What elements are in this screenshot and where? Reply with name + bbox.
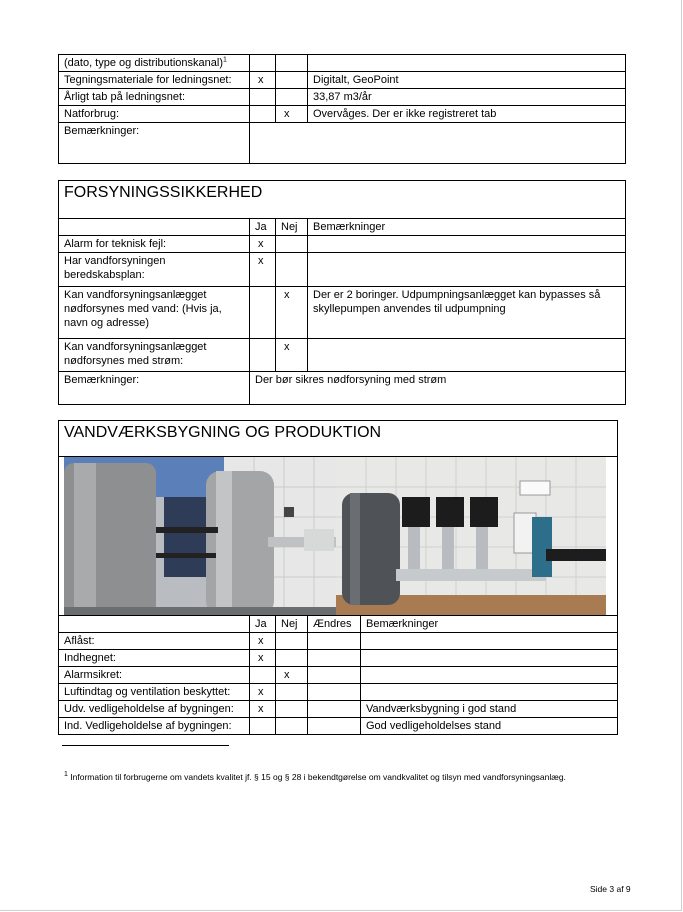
remark-cell: Vandværksbygning i god stand [361,701,618,718]
row-label-text: (dato, type og distributionskanal) [64,57,223,69]
nej-mark [276,72,308,89]
header-remarks: Bemærkninger [308,219,626,236]
table-row [59,287,626,339]
remark-cell [361,667,618,684]
row-label [59,55,250,72]
header-ja: Ja [250,219,276,236]
nej-mark [276,684,308,701]
nej-mark [276,236,308,253]
ja-mark [250,89,276,106]
vandvaerk-title: VANDVÆRKSBYGNING OG PRODUKTION [59,421,618,457]
row-label: Luftindtag og ventilation beskyttet: [59,684,250,701]
table-row [59,253,626,287]
ja-mark [250,718,276,735]
waterworks-photo-right [336,457,606,615]
table-row [59,236,626,253]
remark-cell: 33,87 m3/år [308,89,626,106]
remark-cell: Digitalt, GeoPoint [308,72,626,89]
header-aendres: Ændres [308,616,361,633]
aendres-mark [308,650,361,667]
ja-mark: x [250,684,276,701]
aendres-mark [308,667,361,684]
row-label: Ind. Vedligeholdelse af bygningen: [59,718,250,735]
table-row [59,55,626,72]
ja-mark [250,667,276,684]
remark-cell [308,236,626,253]
header-remarks: Bemærkninger [361,616,618,633]
remarks-label: Bemærkninger: [59,372,250,405]
table-row [59,684,618,701]
aendres-mark [308,684,361,701]
row-label-text: Natforbrug: [64,108,120,120]
header-nej: Nej [276,616,308,633]
remark-cell [361,650,618,667]
row-label: Har vandforsyningen beredskabsplan: [59,253,250,287]
ja-mark [250,106,276,123]
vandvaerk-table [58,420,618,735]
remark-cell [308,339,626,372]
table-row [59,89,626,106]
nej-mark [276,650,308,667]
table-row [59,633,618,650]
header-ja: Ja [250,616,276,633]
table-row [59,650,618,667]
row-label [59,89,250,106]
nej-mark [276,89,308,106]
ja-mark: x [250,633,276,650]
row-label: Kan vandforsyningsanlægget nødforsynes med vand: (Hvis ja, navn og adresse) [59,287,250,339]
remarks-value [250,123,626,164]
footnote-ref: 1 [222,56,227,64]
aendres-mark [308,701,361,718]
ja-mark [250,339,276,372]
nej-mark: x [276,339,308,372]
row-label: Indhegnet: [59,650,250,667]
remark-cell [361,684,618,701]
aendres-mark [308,633,361,650]
remark-cell [308,55,626,72]
table-row [59,718,618,735]
nej-mark: x [276,106,308,123]
ja-mark: x [250,72,276,89]
remark-cell [308,253,626,287]
nej-mark [276,55,308,72]
row-label [59,106,250,123]
page-number: Side 3 af 9 [590,884,631,894]
header-nej: Nej [276,219,308,236]
ja-mark: x [250,701,276,718]
ja-mark: x [250,236,276,253]
table-row [59,701,618,718]
remark-cell [361,633,618,650]
aendres-mark [308,718,361,735]
nej-mark [276,701,308,718]
table-row [59,667,618,684]
nej-mark [276,718,308,735]
footnote [64,768,584,786]
row-label: Aflåst: [59,633,250,650]
row-label: Kan vandforsyningsanlægget nødforsynes med strøm: [59,339,250,372]
footnote-mark: 1 [64,771,68,779]
forsyning-table [58,180,626,405]
photo-row [59,457,618,616]
table-row [59,72,626,89]
table-row [59,339,626,372]
nej-mark: x [276,667,308,684]
row-label [59,72,250,89]
remark-cell: Overvåges. Der er ikke registreret tab [308,106,626,123]
remarks-label: Bemærkninger: [59,123,250,164]
row-label: Alarmsikret: [59,667,250,684]
ja-mark [250,287,276,339]
nej-mark: x [276,287,308,339]
row-label-text: Årligt tab på ledningsnet: [64,91,186,103]
nej-mark [276,253,308,287]
forsyning-title: FORSYNINGSSIKKERHED [59,181,626,219]
ja-mark [250,55,276,72]
row-label: Alarm for teknisk fejl: [59,236,250,253]
nej-mark [276,633,308,650]
row-label: Udv. vedligeholdelse af bygningen: [59,701,250,718]
footnote-separator [62,745,229,746]
remarks-value: Der bør sikres nødforsyning med strøm [250,372,626,405]
remark-cell: God vedligeholdelses stand [361,718,618,735]
row-label-text: Tegningsmateriale for ledningsnet: [64,74,232,86]
table-row [59,106,626,123]
top-table [58,54,626,164]
footnote-text: Information til forbrugerne om vandets kvalitet jf. § 15 og § 28 i bekendtgørelse om vandkvalitet og tilsyn med vandforsyningsanlæg. [70,772,566,782]
remark-cell: Der er 2 boringer. Udpumpningsanlægget kan bypasses så skyllepumpen anvendes til udpumpning [308,287,626,339]
ja-mark: x [250,253,276,287]
ja-mark: x [250,650,276,667]
waterworks-photo-left [64,457,336,615]
